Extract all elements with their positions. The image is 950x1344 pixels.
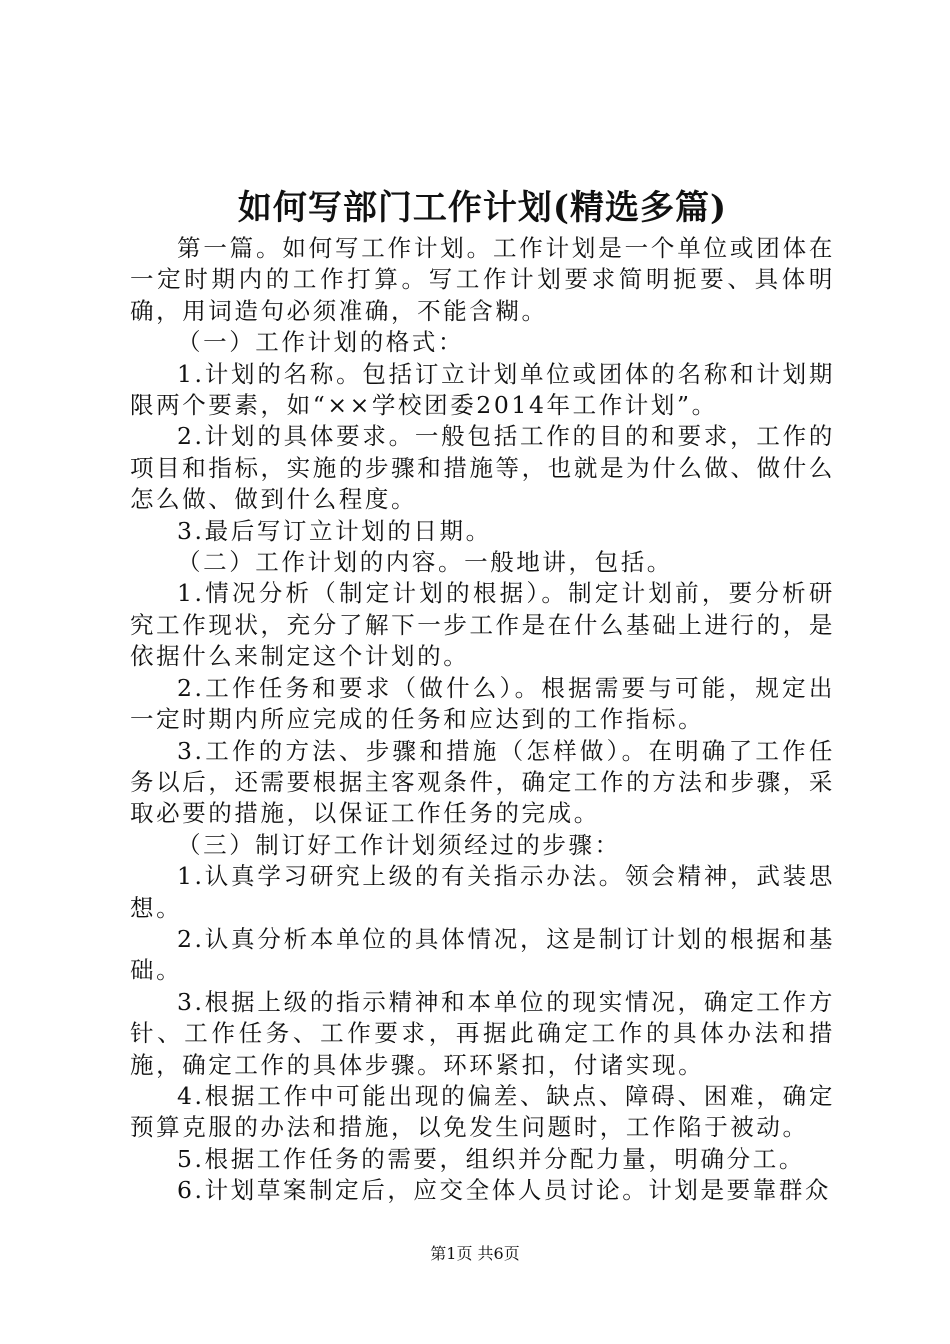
paragraph: 3.根据上级的指示精神和本单位的现实情况，确定工作方针、工作任务、工作要求，再据此确定工作的具体办法和措施，确定工作的具体步骤。环环紧扣，付诸实现。 [130,987,835,1079]
document-page [130,183,835,1207]
paragraph: 2.计划的具体要求。一般包括工作的目的和要求，工作的项目和指标，实施的步骤和措施等，也就是为什么做、做什么怎么做、做到什么程度。 [130,422,835,514]
paragraph: 第一篇。如何写工作计划。工作计划是一个单位或团体在一定时期内的工作打算。写工作计划要求简明扼要、具体明确，用词造句必须准确，不能含糊。 [130,234,835,325]
paragraph: 3.最后写订立计划的日期。 [177,516,492,545]
paragraph: 6.计划草案制定后，应交全体人员讨论。计划是要靠群众 [177,1176,832,1205]
paragraph: （二）工作计划的内容。一般地讲，包括。 [177,548,673,577]
paragraph: 1.计划的名称。包括订立计划单位或团体的名称和计划期限两个要素，如“××学校团委2014年工作计划”。 [130,359,835,420]
paragraph: （三）制订好工作计划须经过的步骤： [177,830,621,859]
paragraph: 2.认真分析本单位的具体情况，这是制订计划的根据和基础。 [130,924,835,985]
page-footer: 第1页 共6页 [430,1244,520,1263]
paragraph: 1.认真学习研究上级的有关指示办法。领会精神，武装思想。 [130,862,835,922]
paragraph: 5.根据工作任务的需要，组织并分配力量，明确分工。 [177,1144,805,1173]
document-title: 如何写部门工作计划(精选多篇) [237,188,728,228]
paragraph: 3.工作的方法、步骤和措施（怎样做）。在明确了工作任务以后，还需要根据主客观条件，确定工作的方法和步骤，采取必要的措施，以保证工作任务的完成。 [130,736,835,828]
paragraph: 4.根据工作中可能出现的偏差、缺点、障碍、困难，确定预算克服的办法和措施，以免发生问题时，工作陷于被动。 [130,1081,835,1142]
paragraph: （一）工作计划的格式： [177,328,465,357]
paragraph: 2.工作任务和要求（做什么）。根据需要与可能，规定出一定时期内所应完成的任务和应达到的工作指标。 [130,673,835,734]
paragraph: 1.情况分析（制定计划的根据）。制定计划前，要分析研究工作现状，充分了解下一步工作是在什么基础上进行的，是依据什么来制定这个计划的。 [130,579,835,671]
